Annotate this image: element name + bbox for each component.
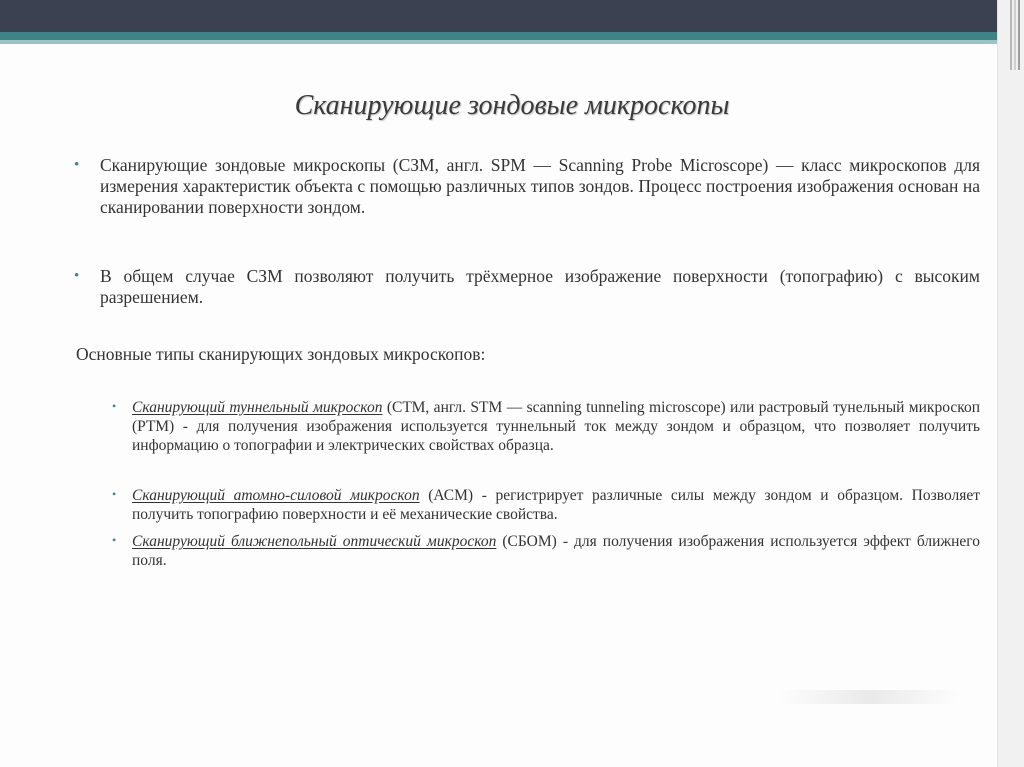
microscope-type-item: [112, 398, 980, 455]
microscope-type-text: [132, 398, 980, 455]
bullet-icon: •: [74, 157, 80, 173]
sub-bullet-icon: •: [112, 399, 117, 413]
header-accent-stripe: [0, 32, 1024, 40]
microscope-type-desc: (СБОМ) - для получения изображения используется эффект ближнего поля.: [132, 533, 980, 569]
microscope-type-text: [132, 486, 980, 524]
microscope-type-desc: (СТМ, англ. STM — scanning tunneling microscope) или растровый тунельный микроскоп (РТМ) - для получения изображения используется туннельный ток между зондом и образцом, что позволяет получить информацию о топографии и электрических свойствах образца.: [132, 399, 980, 454]
bullet-icon: •: [74, 268, 80, 284]
microscope-type-text: [132, 532, 980, 570]
types-heading: Основные типы сканирующих зондовых микроскопов:: [76, 344, 486, 364]
background-smudge: [780, 690, 960, 704]
bullet-item: [76, 266, 980, 308]
microscope-type-item: [112, 486, 980, 524]
bullet-text: Сканирующие зондовые микроскопы (СЗМ, англ. SPM — Scanning Probe Microscope) — класс микроскопов для измерения характеристик объекта с помощью различных типов зондов. Процесс построения изображения основан на сканировании поверхности зондом.: [100, 155, 980, 217]
sub-bullet-icon: •: [112, 487, 117, 501]
microscope-type-name: Сканирующий атомно-силовой микроскоп: [132, 487, 420, 504]
microscope-type-item: [112, 532, 980, 570]
bullet-text: В общем случае СЗМ позволяют получить трёхмерное изображение поверхности (топографию) с высоким разрешением.: [100, 266, 980, 307]
microscope-type-desc: (АСМ) - регистрирует различные силы между зондом и образцом. Позволяет получить топографию поверхности и её механические свойства.: [132, 487, 981, 523]
header-band: [0, 0, 1024, 32]
microscope-type-name: Сканирующий туннельный микроскоп: [132, 399, 383, 416]
bullet-item: [76, 155, 980, 218]
microscope-type-name: Сканирующий ближнепольный оптический микроскоп: [132, 533, 497, 550]
slide-title: Сканирующие зондовые микроскопы: [294, 90, 730, 121]
sub-bullet-icon: •: [112, 533, 117, 547]
decorative-lines: [1002, 0, 1020, 70]
